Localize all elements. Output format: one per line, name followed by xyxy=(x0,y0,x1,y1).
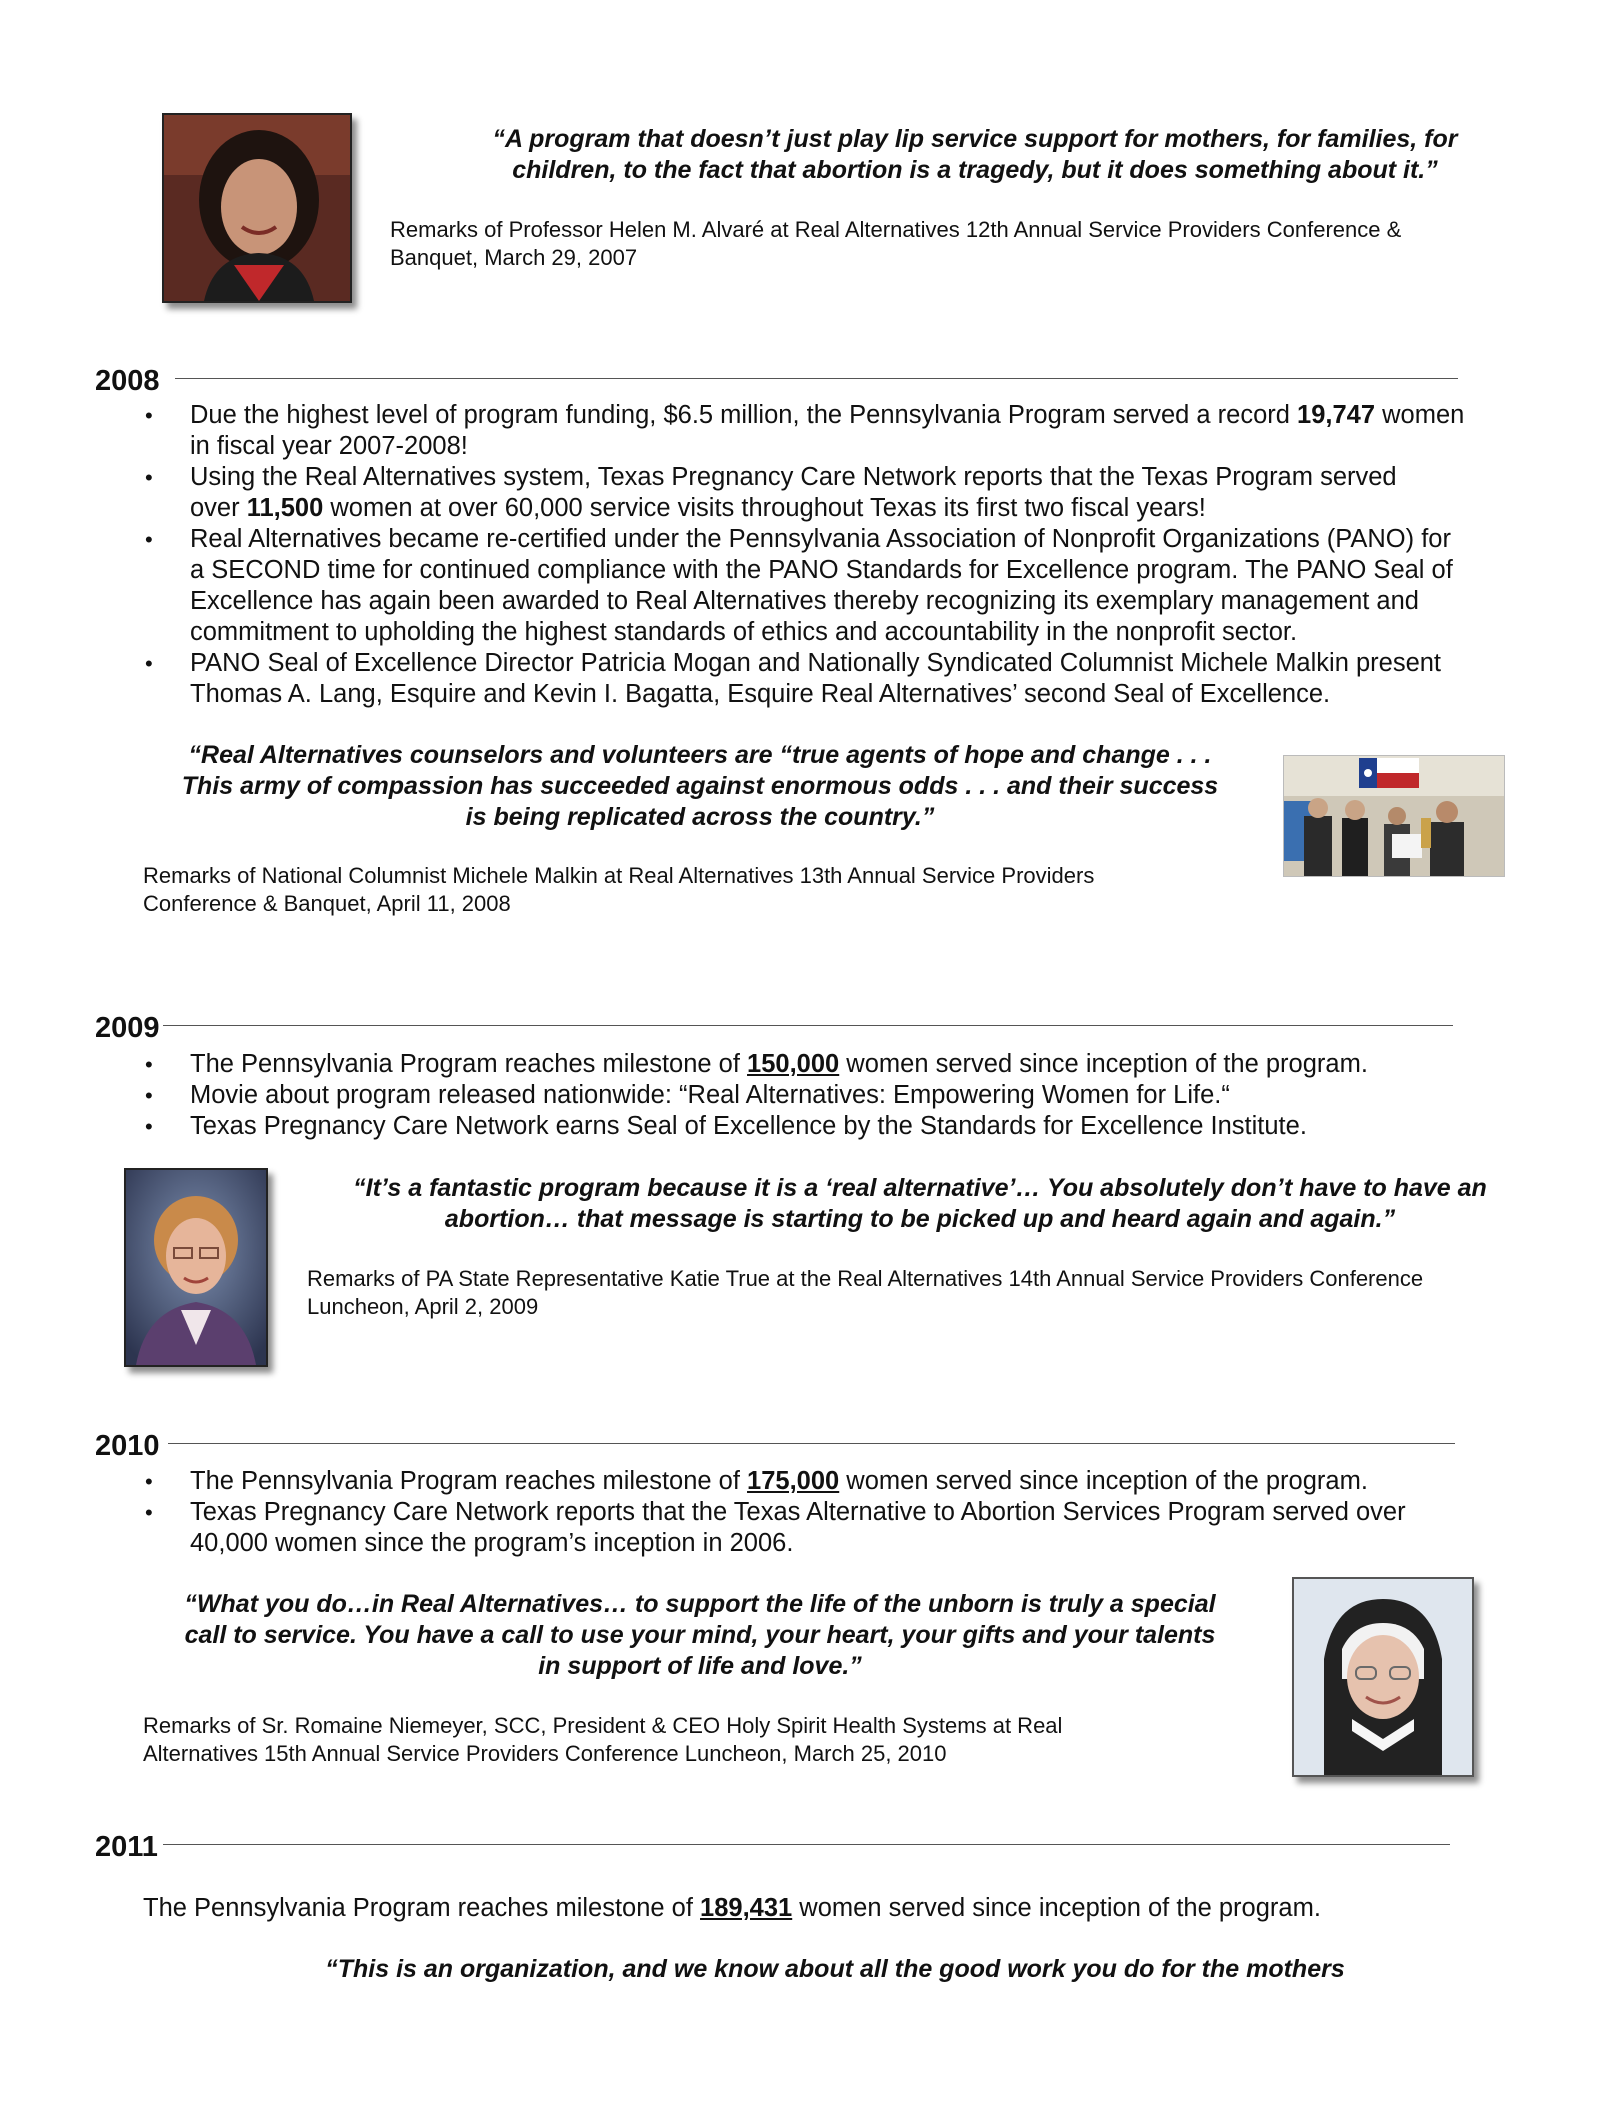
list-2010 xyxy=(95,1466,1545,1559)
list-item: • PANO Seal of Excellence Director Patricia Mogan and Nationally Syndicated Columnist Michele Malkin present Thomas A. Lang, Esquire and Kevin I. Bagatta, Esquire Real Alternatives’ second Seal of Excellence. xyxy=(95,648,1545,710)
divider-2011 xyxy=(163,1844,1450,1845)
list-item: • The Pennsylvania Program reaches milestone of 150,000 women served since inception of the program. xyxy=(95,1049,1545,1080)
malkin-remark: Remarks of National Columnist Michele Malkin at Real Alternatives 13th Annual Service Providers Conference & Banquet, April 11, 2008 xyxy=(143,863,1095,916)
list-item: • Texas Pregnancy Care Network earns Seal of Excellence by the Standards for Excellence Institute. xyxy=(95,1111,1545,1142)
list-2009 xyxy=(95,1049,1545,1142)
list-item: • The Pennsylvania Program reaches milestone of 175,000 women served since inception of the program. xyxy=(95,1466,1545,1497)
katie-true-quote: “It’s a fantastic program because it is a ‘real alternative’… You absolutely don’t have to have an abortion… that message is starting to be picked up and heard again and again.” xyxy=(353,1174,1487,1233)
divider-2008 xyxy=(175,378,1458,379)
organization-quote: “This is an organization, and we know about all the good work you do for the mothers xyxy=(325,1955,1345,1983)
milestone-2011: The Pennsylvania Program reaches milestone of 189,431 women served since inception of the program. xyxy=(143,1894,1321,1922)
divider-2010 xyxy=(168,1443,1455,1444)
niemeyer-remark: Remarks of Sr. Romaine Niemeyer, SCC, President & CEO Holy Spirit Health Systems at Real Alternatives 15th Annual Service Providers Conference Luncheon, March 25, 2010 xyxy=(143,1713,1063,1766)
niemeyer-photo xyxy=(1292,1577,1474,1777)
list-item: • Due the highest level of program funding, $6.5 million, the Pennsylvania Program served a record 19,747 women in fiscal year 2007-2008! xyxy=(95,400,1545,462)
malkin-quote: “Real Alternatives counselors and volunteers are “true agents of hope and change . . . This army of compassion has succeeded against enormous odds . . . and their success is being replicated across the country.” xyxy=(181,741,1219,831)
seal-ceremony-photo xyxy=(1283,755,1505,877)
list-2008 xyxy=(95,400,1545,710)
katie-true-photo xyxy=(124,1168,268,1367)
niemeyer-quote: “What you do…in Real Alternatives… to support the life of the unborn is truly a special call to service. You have a call to use your mind, your heart, your gifts and your talents in support of life and love.” xyxy=(184,1590,1216,1680)
list-item: • Real Alternatives became re-certified under the Pennsylvania Association of Nonprofit Organizations (PANO) for a SECOND time for continued compliance with the PANO Standards for Excellence program. The PANO Seal of Excellence has again been awarded to Real Alternatives thereby recognizing its exemplary management and commitment to upholding the highest standards of ethics and accountability in the nonprofit sector. xyxy=(95,524,1545,648)
katie-true-remark: Remarks of PA State Representative Katie True at the Real Alternatives 14th Annual Service Providers Conference Luncheon, April 2, 2009 xyxy=(307,1266,1424,1319)
year-heading-2008: 2008 xyxy=(95,365,160,397)
year-heading-2011: 2011 xyxy=(95,1831,158,1863)
year-heading-2009: 2009 xyxy=(95,1012,160,1044)
list-item: • Using the Real Alternatives system, Texas Pregnancy Care Network reports that the Texas Program served over 11,500 women at over 60,000 service visits throughout Texas its first two fiscal years! xyxy=(95,462,1545,524)
year-heading-2010: 2010 xyxy=(95,1430,160,1462)
divider-2009 xyxy=(163,1025,1453,1026)
helen-alvare-photo xyxy=(162,113,352,303)
alvare-remark: Remarks of Professor Helen M. Alvaré at Real Alternatives 12th Annual Service Providers Conference & Banquet, March 29, 2007 xyxy=(390,217,1402,270)
list-item: • Texas Pregnancy Care Network reports that the Texas Alternative to Abortion Services Program served over 40,000 women since the program’s inception in 2006. xyxy=(95,1497,1545,1559)
list-item: • Movie about program released nationwide: “Real Alternatives: Empowering Women for Life.“ xyxy=(95,1080,1545,1111)
alvare-quote: “A program that doesn’t just play lip service support for mothers, for families, for children, to the fact that abortion is a tragedy, but it does something about it.” xyxy=(492,125,1458,184)
